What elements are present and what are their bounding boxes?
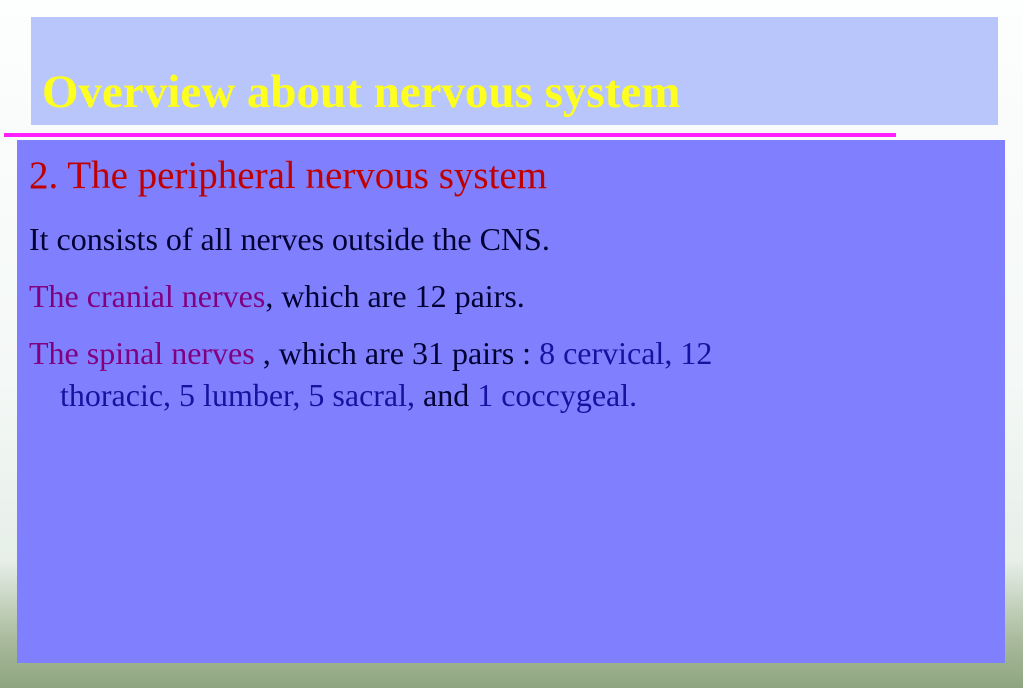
- spinal-nerves-line2-a: thoracic, 5 lumber, 5 sacral,: [60, 377, 424, 413]
- slide-title: Overview about nervous system: [42, 66, 681, 118]
- paragraph-spinal-nerves: [29, 332, 712, 416]
- section-heading: 2. The peripheral nervous system: [29, 154, 548, 197]
- paragraph-cns-definition: It consists of all nerves outside the CNS.: [29, 221, 550, 257]
- spinal-nerves-line2-c: 1 coccygeal.: [469, 377, 638, 413]
- term-cranial-nerves: The cranial nerves: [29, 278, 266, 314]
- term-spinal-nerves: The spinal nerves: [29, 335, 255, 371]
- title-divider: [4, 133, 896, 137]
- cranial-nerves-detail: , which are 12 pairs.: [265, 278, 525, 314]
- spinal-nerves-line2-b: and: [423, 377, 470, 413]
- paragraph-cranial-nerves: [29, 275, 525, 317]
- spinal-nerves-detail-a: , which are 31 pairs :: [254, 335, 540, 371]
- spinal-nerves-line2: [29, 374, 712, 416]
- spinal-nerves-detail-b: 8 cervical, 12: [539, 335, 713, 371]
